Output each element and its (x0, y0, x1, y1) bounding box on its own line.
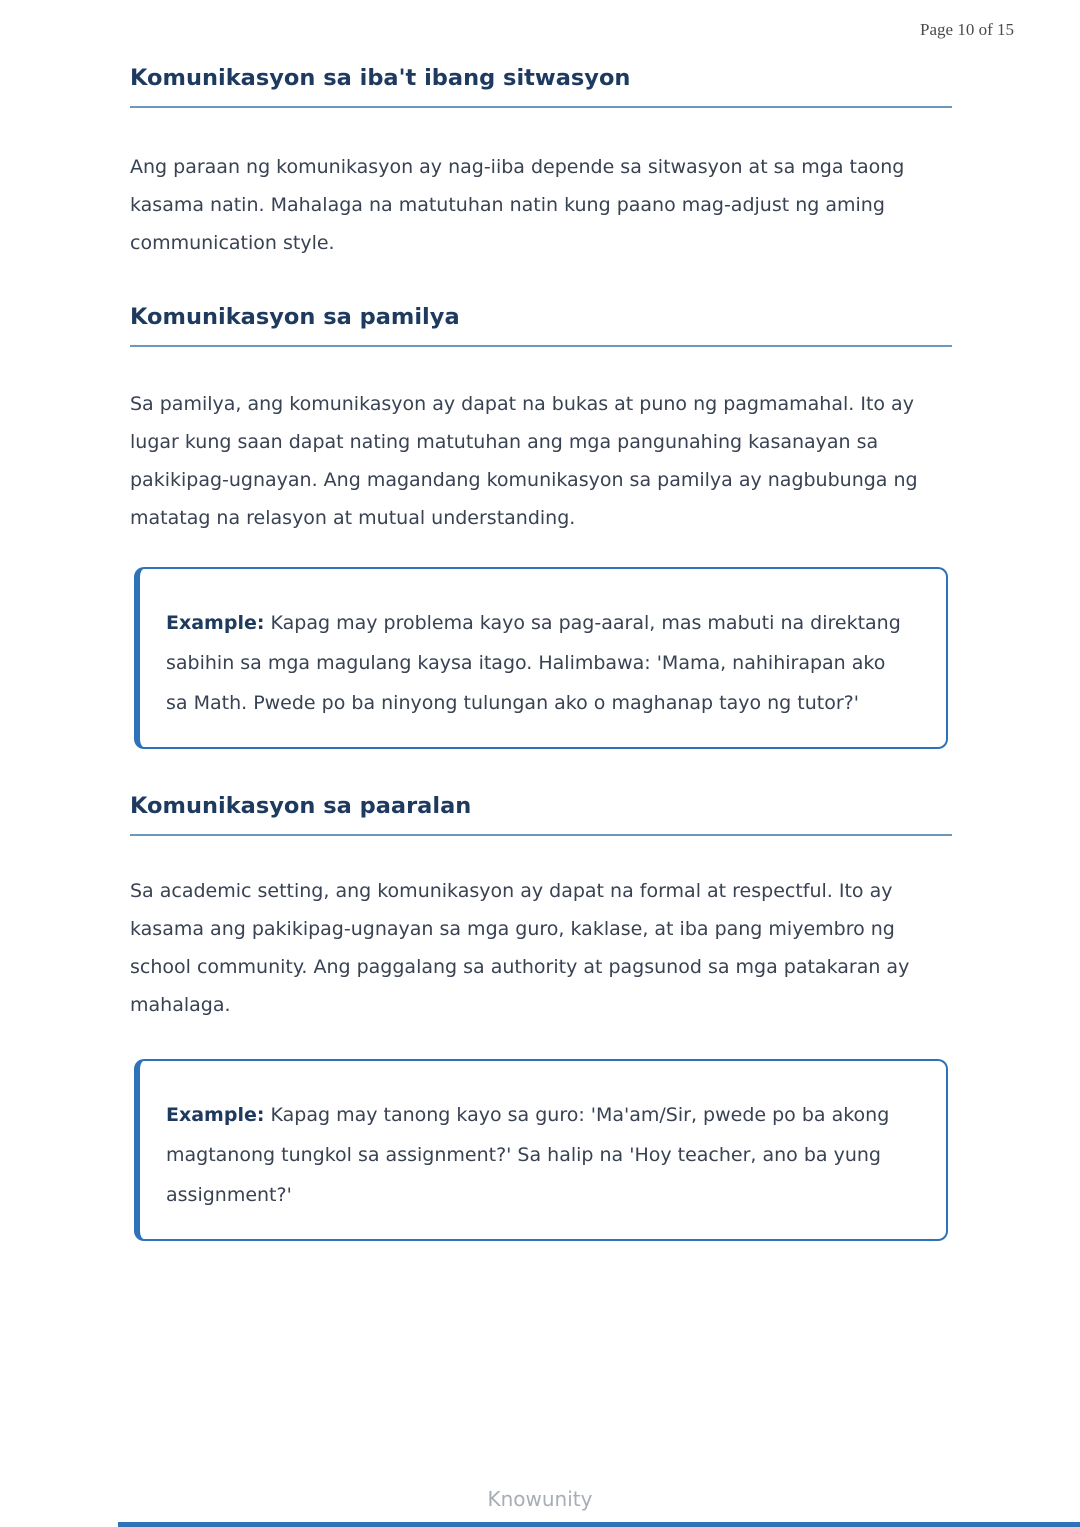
section-heading-sitwasyon: Komunikasyon sa iba't ibang sitwasyon (130, 62, 952, 108)
section-heading-paaralan: Komunikasyon sa paaralan (130, 790, 952, 836)
example-paragraph (166, 603, 906, 723)
bottom-divider-bar (118, 1522, 1080, 1527)
example-box-pamilya (134, 567, 948, 749)
page-number-indicator: Page 10 of 15 (920, 20, 1014, 39)
paragraph-pamilya: Sa pamilya, ang komunikasyon ay dapat na bukas at puno ng pagmamahal. Ito ay lugar kung saan dapat nating matutuhan ang mga pangunahing kasanayan sa pakikipag-ugnayan. Ang magandang komunikasyon sa pamilya ay nagbubunga ng matatag na relasyon at mutual understanding. (130, 393, 918, 529)
example-text: Kapag may tanong kayo sa guro: 'Ma'am/Sir, pwede po ba akong magtanong tungkol sa assignment?' Sa halip na 'Hoy teacher, ano ba yung assignment?' (166, 1104, 890, 1206)
section-heading-pamilya: Komunikasyon sa pamilya (130, 301, 952, 347)
example-paragraph (166, 1095, 906, 1215)
example-label: Example: (166, 612, 265, 634)
example-box-paaralan (134, 1059, 948, 1241)
paragraph-sitwasyon: Ang paraan ng komunikasyon ay nag-iiba depende sa sitwasyon at sa mga taong kasama natin. Mahalaga na matutuhan natin kung paano mag-adjust ng aming communication style. (130, 156, 905, 254)
paragraph-paaralan: Sa academic setting, ang komunikasyon ay dapat na formal at respectful. Ito ay kasama ang pakikipag-ugnayan sa mga guro, kaklase, at iba pang miyembro ng school community. Ang paggalang sa authority at pagsunod sa mga patakaran ay mahalaga. (130, 880, 910, 1016)
footer-brand: Knowunity (487, 1487, 593, 1511)
example-text: Kapag may problema kayo sa pag-aaral, mas mabuti na direktang sabihin sa mga magulang kaysa itago. Halimbawa: 'Mama, nahihirapan ako sa Math. Pwede po ba ninyong tulungan ako o maghanap tayo ng tutor?' (166, 612, 901, 714)
example-label: Example: (166, 1104, 265, 1126)
document-content (130, 0, 952, 1241)
